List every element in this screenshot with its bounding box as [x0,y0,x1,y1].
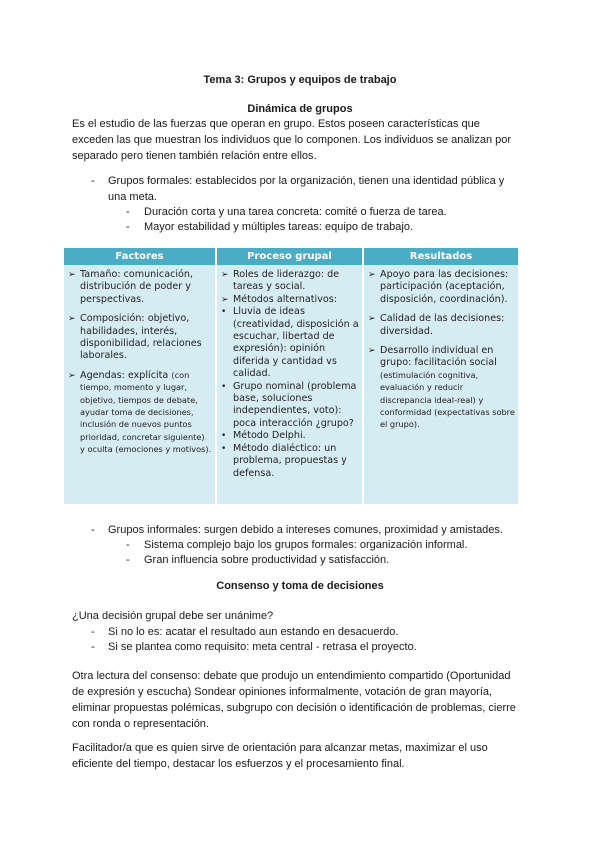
list-item: ➢ Composición: objetivo, habilidades, interés, disponibilidad, relaciones laborales. [68,313,202,362]
arrow-bullet-icon: ➢ [221,294,229,305]
page-title: Tema 3: Grupos y equipos de trabajo [203,74,397,86]
section-heading-consenso: Consenso y toma de decisiones [216,580,384,592]
consenso-item: Si se plantea como requisito: meta central - retrasa el proyecto. [108,641,417,653]
list-item: ➢ Roles de liderazgo: de tareas y social. [221,269,340,293]
resultados-cell [363,265,518,504]
text-line: eficiente del tiempo, destacar los esfuerzos y el procesamiento final. [72,758,405,770]
bullet-icon: • [221,431,227,442]
column-header-factores: Factores [64,248,216,265]
desarrollo-detail: (estimulación cognitiva, evaluación y reducir discrepancia ideal-real) y conformidad (expectativas sobre el grupo). [380,369,515,430]
column-header-resultados: Resultados [363,248,518,265]
consenso-paragraph [72,668,528,732]
dash-bullet: - [126,221,130,233]
text-line: eliminar propuestas polémicas, subgrupo con decisión o identificación de problemas, cierre [72,702,516,714]
dash-bullet: - [126,206,130,218]
informales-subitem: Sistema complejo bajo los grupos formales: organización informal. [144,539,468,551]
bullet-icon: • [221,443,227,454]
list-item: • Método Delphi. [221,430,306,442]
column-header-proceso: Proceso grupal [216,248,363,265]
text-line: separado pero tienen también relación entre ellos. [72,150,317,162]
facilitador-paragraph [72,740,528,772]
text-line: Es el estudio de las fuerzas que operan en grupo. Estos poseen características que [72,118,480,130]
formales-item [108,173,528,205]
informales-item: Grupos informales: surgen debido a intereses comunes, proximidad y amistades. [108,524,503,536]
agendas-detail: (con tiempo, momento y lugar, objetivo, tiempos de debate, ayudar toma de decisiones, inclusión de nuevos puntos prioridad, concretar siguiente) y oculta (emociones y motivos). [80,369,212,455]
text-line: con ronda o representación. [72,718,209,730]
list-item: ➢ Tamaño: comunicación, distribución de poder y perspectivas. [68,269,194,305]
section-heading-dinamica: Dinámica de grupos [247,103,353,115]
list-item: ➢ Apoyo para las decisiones: participación (aceptación, disposición, coordinación). [368,269,509,305]
list-item: • Lluvia de ideas (creatividad, disposición a escuchar, libertad de expresión): opinión diferida y cantidad vs calidad. [221,306,359,380]
arrow-bullet-icon: ➢ [68,270,76,280]
question-line: ¿Una decisión grupal debe ser unánime? [72,610,274,622]
list-item: ➢ Métodos alternativos: [221,293,337,305]
text-line: de expresión y escucha) Sondear opiniones informalmente, votación de gran mayoría, [72,686,493,698]
list-item: ➢ Agendas: explícita (con tiempo, momento y lugar, objetivo, tiempos de debate, ayudar toma de decisiones, inclusión de nuevos puntos prioridad, concretar siguiente) y oculta (emociones y motivos). [68,369,212,455]
text-line: Otra lectura del consenso: debate que produjo un entendimiento compartido (Oportunidad [72,670,511,682]
dash-bullet: - [126,554,130,566]
text-line: Facilitador/a que es quien sirve de orientación para alcanzar metas, maximizar el uso [72,742,488,754]
formales-subitem: Mayor estabilidad y múltiples tareas: equipo de trabajo. [144,221,414,233]
informales-subitem: Gran influencia sobre productividad y satisfacción. [144,554,390,566]
arrow-bullet-icon: ➢ [368,314,376,325]
arrow-bullet-icon: ➢ [368,270,376,280]
formales-subitem: Duración corta y una tarea concreta: comité o fuerza de tarea. [144,206,447,218]
bullet-icon: • [221,381,227,392]
text-line: Grupos formales: establecidos por la organización, tienen una identidad pública y [108,175,505,187]
list-item: • Método dialéctico: un problema, propuestas y defensa. [221,442,347,479]
proceso-cell [216,265,363,504]
text-line: una meta. [108,191,157,203]
list-item: • Grupo nominal (problema base, soluciones independientes, voto): poca interacción ¿grupo? [221,380,357,429]
dash-bullet: - [91,641,95,653]
arrow-bullet-icon: ➢ [68,370,76,381]
dash-bullet: - [91,626,95,638]
arrow-bullet-icon: ➢ [368,346,376,357]
dash-bullet: - [91,175,95,187]
text-line: exceden las que muestran los individuos que lo componen. Los individuos se analizan por [72,134,512,146]
dash-bullet: - [126,539,130,551]
arrow-bullet-icon: ➢ [68,314,76,325]
list-item: ➢ Desarrollo individual en grupo: facilitación social (estimulación cognitiva, evaluación y reducir discrepancia ideal-real) y conformidad (expectativas sobre el grupo). [368,345,515,430]
group-dynamics-table [64,248,518,504]
bullet-icon: • [221,307,227,318]
arrow-bullet-icon: ➢ [221,270,229,280]
intro-paragraph [72,116,528,164]
factores-cell [64,265,216,504]
consenso-item: Si no lo es: acatar el resultado aun estando en desacuerdo. [108,626,399,638]
list-item: ➢ Calidad de las decisiones: diversidad. [368,313,505,337]
dash-bullet: - [91,524,95,536]
